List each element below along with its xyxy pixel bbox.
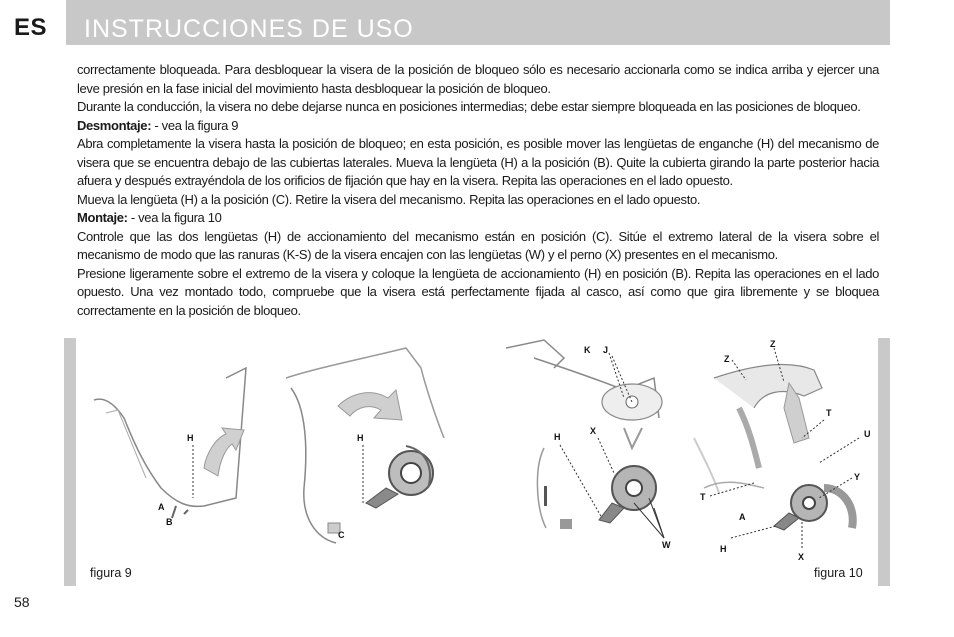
- removal-figure-ref: - vea la figura 9: [151, 117, 239, 133]
- paragraph-driving: Durante la conducción, la visera no debe dejarse nunca en posiciones intermedias; debe estar siempre bloqueada en las posiciones de bloqueo.: [77, 99, 861, 114]
- figure-10-illustration: [484, 338, 878, 586]
- fig10-label-w: W: [662, 540, 671, 550]
- paragraph-removal-steps: Abra completamente la visera hasta la posición de bloqueo; en esta posición, es posible mover las lengüetas de enganche (H) del mecanismo de visera que se encuentra debajo de las cubiertas laterales. Mueva la lengüeta (H) a la posición (B). Quite la cubierta girando la parte posterior hacia afuera y después extrayéndola de los orificios de fijación que hay en la visera. Repita las operaciones en el lado opuesto.: [77, 136, 879, 188]
- paragraph-mounting-final: Presione ligeramente sobre el extremo de la visera y coloque la lengüeta de accionamiento (H) en posición (B). Repita las operaciones en el lado opuesto. Una vez montado todo, compruebe que la visera está perfectamente fijada al casco, así como que gira libremente y se bloquea correctamente en la posición de bloqueo.: [77, 265, 879, 318]
- figure-9-panel: [76, 338, 470, 586]
- language-code: ES: [14, 14, 48, 41]
- fig10-label-t-right: T: [826, 408, 832, 418]
- fig9-label-h-left: H: [187, 433, 194, 443]
- figure-10-caption: figura 10: [814, 566, 863, 580]
- figure-9-frame: [64, 338, 470, 586]
- fig10-label-z-left: Z: [724, 354, 730, 364]
- fig10-label-j: J: [603, 345, 609, 355]
- svg-text:A: A: [739, 512, 746, 522]
- paragraph-mounting-check: Controle que las dos lengüetas (H) de accionamiento del mecanismo están en posición (C). Sitúe el extremo lateral de la visera sobre el mecanismo de modo que las ranuras (K-S) de la visera encajen con las lengüetas (W) y el perno (X) presentes en el mecanismo.: [77, 228, 879, 262]
- page-title: INSTRUCCIONES DE USO: [84, 15, 414, 43]
- fig10-label-z-top: Z: [770, 339, 776, 349]
- paragraph-locking: correctamente bloqueada. Para desbloquear la visera de la posición de bloqueo sólo es necesario accionarla como se indica arriba y ejercer una leve presión en la fase inicial del movimiento hasta desbloquear la posición de bloqueo.: [77, 62, 879, 96]
- mounting-figure-ref: - vea la figura 10: [127, 210, 222, 225]
- fig9-label-h-right: H: [357, 433, 364, 443]
- figure-9-caption: figura 9: [90, 566, 132, 580]
- fig10-label-h: H: [554, 432, 561, 442]
- figure-9-illustration: [76, 338, 470, 586]
- svg-text:C: C: [338, 530, 345, 540]
- paragraph-mounting-heading: [77, 209, 879, 228]
- fig10-label-h-bottom: H: [720, 544, 727, 554]
- figure-10-frame: [484, 338, 890, 586]
- fig10-label-x: X: [590, 426, 597, 436]
- instructions-body: [77, 61, 879, 320]
- page-number: 58: [14, 594, 30, 610]
- fig10-label-t-left: T: [700, 492, 706, 502]
- paragraph-removal-final: Mueva la lengüeta (H) a la posición (C). Retire la visera del mecanismo. Repita las operaciones en el lado opuesto.: [77, 191, 701, 207]
- fig10-label-y: Y: [854, 472, 861, 482]
- fig10-label-u: U: [864, 429, 871, 439]
- figure-10-panel: [484, 338, 878, 586]
- removal-label: Desmontaje:: [77, 117, 152, 133]
- fig10-label-k: K: [584, 345, 591, 355]
- mounting-label: Montaje:: [77, 210, 128, 225]
- fig10-label-x-bottom: X: [798, 552, 805, 562]
- header-bar: [66, 0, 890, 45]
- svg-text:B: B: [166, 517, 173, 527]
- paragraph-removal-heading: [77, 117, 879, 136]
- svg-text:A: A: [158, 502, 165, 512]
